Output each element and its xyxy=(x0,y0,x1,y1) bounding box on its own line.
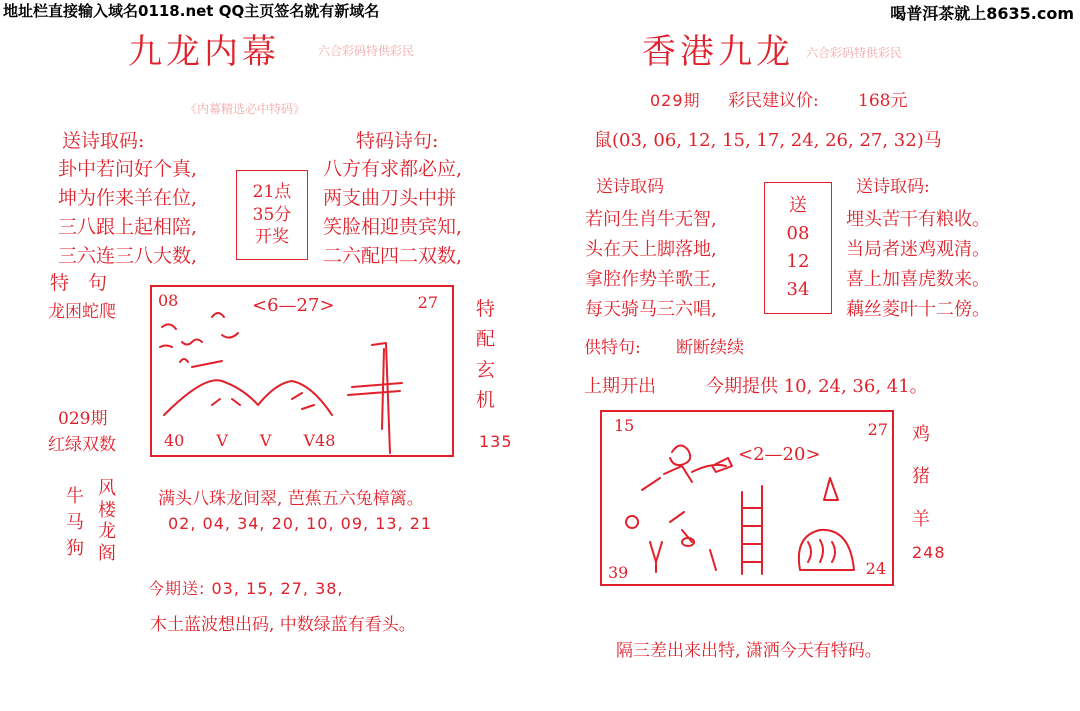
right-poem-heading-left: 送诗取码 xyxy=(596,177,664,197)
left-this-issue: 今期送: 03, 15, 27, 38, xyxy=(148,579,344,598)
right-poem-heading-right: 送诗取码: xyxy=(856,177,930,197)
left-issue-number: 029期 xyxy=(58,409,108,429)
side-char: 机 xyxy=(476,389,496,412)
side-char: 特 xyxy=(476,298,496,320)
drawing-range-arrow: <6—27> xyxy=(252,295,335,316)
left-number-list: 02, 04, 34, 20, 10, 09, 13, 21 xyxy=(168,514,433,533)
feng-lou-column xyxy=(98,478,116,564)
drawing-number-top-left: 15 xyxy=(614,416,635,435)
side-char: 鸡 xyxy=(912,424,930,445)
right-side-chars xyxy=(912,414,930,541)
left-poem-line: 卦中若问好个真, xyxy=(58,158,198,180)
right-poem-line: 藕丝菱叶十二傍。 xyxy=(846,299,990,320)
left-special-heading: 特码诗句: xyxy=(356,130,439,152)
right-poem-line: 埋头苦干有粮收。 xyxy=(846,209,990,230)
right-side-number: 248 xyxy=(912,543,946,562)
right-poem-line: 喜上加喜虎数来。 xyxy=(846,269,990,290)
left-drawing-panel xyxy=(150,285,454,457)
banner-left-text: 地址栏直接输入域名0118.net QQ主页签名就有新域名 xyxy=(3,2,380,20)
drawing-bottom-marks: 40 V V V48 xyxy=(164,431,336,450)
animal-column xyxy=(66,484,84,562)
feng-lou-char: 龙 xyxy=(98,521,116,543)
right-poem-line: 每天骑马三六唱, xyxy=(585,299,717,320)
right-poem-line: 拿腔作势羊歌王, xyxy=(585,269,717,290)
banner-right-text: 喝普洱茶就上8635.com xyxy=(890,4,1074,23)
right-poem-line: 头在天上脚落地, xyxy=(585,239,717,260)
feng-lou-char: 阁 xyxy=(98,542,116,564)
left-title-note: 六合彩码特供彩民 xyxy=(318,44,415,58)
draw-time-hour: 21点 xyxy=(252,181,292,202)
right-title-note: 六合彩码特供彩民 xyxy=(806,46,903,60)
right-special-label: 供特句: xyxy=(584,338,641,358)
left-poem-line: 三六连三八大数, xyxy=(58,245,198,267)
left-sketch-drawing xyxy=(152,287,452,455)
left-special-line: 二六配四二双数, xyxy=(323,245,463,267)
price-value: 168元 xyxy=(858,91,908,111)
price-label: 彩民建议价: xyxy=(728,91,819,111)
te-ju-text: 龙困蛇爬 xyxy=(48,302,116,322)
left-special-line: 八方有求都必应, xyxy=(323,158,463,180)
right-closing-verse: 隔三差出来出特, 潇洒今天有特码。 xyxy=(616,641,882,661)
animal-char: 马 xyxy=(66,512,84,534)
left-side-number: 135 xyxy=(479,432,513,451)
left-page-title: 九龙内幕 xyxy=(128,32,280,72)
left-subtitle: 《内幕精选必中特码》 xyxy=(185,102,306,116)
drawing-number-bottom-left: 39 xyxy=(608,563,629,582)
right-issue-number: 029期 xyxy=(650,91,701,110)
left-poem-line: 坤为作来羊在位, xyxy=(58,187,198,209)
red-green-label: 红绿双数 xyxy=(48,435,116,455)
draw-time-box xyxy=(236,170,308,260)
right-drawing-panel xyxy=(600,410,894,586)
drawing-number-top-right: 27 xyxy=(417,293,438,312)
animal-char: 狗 xyxy=(66,538,84,560)
man-tou-verse: 满头八珠龙间翠, 芭蕉五六兔樟篱。 xyxy=(158,489,424,509)
draw-time-minute: 35分 xyxy=(252,204,292,225)
left-poem-line: 三八跟上起相陪, xyxy=(58,216,198,238)
side-char: 配 xyxy=(476,328,496,351)
right-sketch-drawing xyxy=(602,412,892,584)
side-char: 羊 xyxy=(912,508,930,530)
left-special-line: 笑脸相迎贵宾知, xyxy=(323,216,463,238)
right-page-title: 香港九龙 xyxy=(642,32,794,72)
draw-time-label: 开奖 xyxy=(255,227,289,248)
animal-char: 牛 xyxy=(66,486,84,507)
drawing-number-bottom-right: 24 xyxy=(865,559,886,578)
last-issue-label: 上期开出 xyxy=(584,376,656,397)
send-number: 34 xyxy=(786,278,810,300)
side-char: 玄 xyxy=(476,358,496,381)
send-number: 08 xyxy=(786,223,810,245)
left-closing-verse: 木土蓝波想出码, 中数绿蓝有看头。 xyxy=(150,615,416,635)
side-char: 猪 xyxy=(912,466,930,488)
send-number: 12 xyxy=(786,251,810,272)
drawing-range-arrow: <2—20> xyxy=(738,444,821,465)
left-side-chars xyxy=(476,294,495,416)
drawing-number-top-right: 27 xyxy=(867,420,888,439)
left-poem-heading: 送诗取码: xyxy=(62,130,145,152)
right-this-issue: 今期提供 10, 24, 36, 41。 xyxy=(706,376,928,397)
feng-lou-char: 风 xyxy=(98,478,116,499)
left-special-line: 两支曲刀头中拼 xyxy=(323,187,457,209)
feng-lou-char: 楼 xyxy=(98,499,116,521)
right-poem-line: 当局者迷鸡观清。 xyxy=(846,239,990,260)
te-ju-label: 特 句 xyxy=(50,272,108,294)
send-label: 送 xyxy=(789,195,807,217)
right-poem-line: 若问生肖牛无智, xyxy=(585,209,717,230)
drawing-number-top-left: 08 xyxy=(158,291,179,310)
zodiac-number-line: 鼠(03, 06, 12, 15, 17, 24, 26, 27, 32)马 xyxy=(594,130,942,151)
send-numbers-box xyxy=(764,182,832,314)
right-special-text: 断断续续 xyxy=(676,338,744,358)
